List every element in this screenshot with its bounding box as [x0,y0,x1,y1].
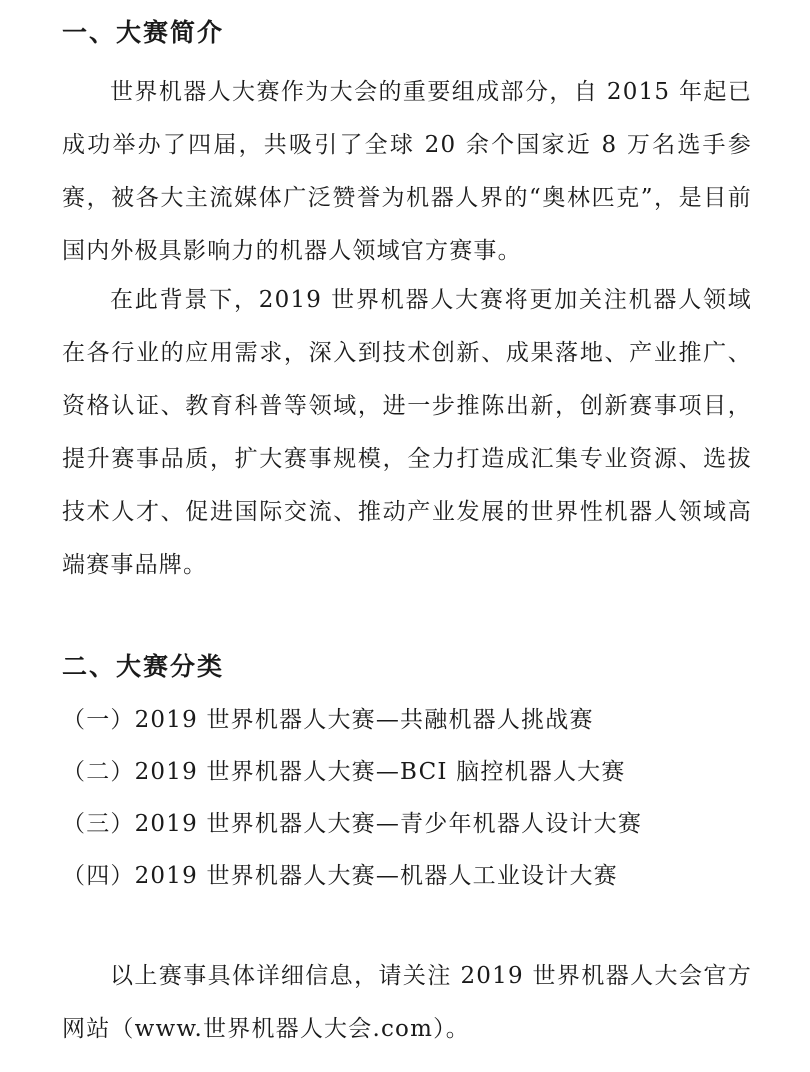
category-item-industrial: （四）2019 世界机器人大赛—机器人工业设计大赛 [62,863,618,889]
category-item-youth: （三）2019 世界机器人大赛—青少年机器人设计大赛 [62,811,643,837]
category-item-fusion: （一）2019 世界机器人大赛—共融机器人挑战赛 [62,707,594,733]
category-list [62,694,762,902]
section-heading-categories: 二、大赛分类 [62,652,225,681]
intro-paragraph-background: 在此背景下，2019 世界机器人大赛将更加关注机器人领域在各行业的应用需求，深入到技术创新、成果落地、产业推广、资格认证、教育科普等领域，进一步推陈出新，创新赛事项目，提升赛事品质，扩大赛事规模，全力打造成汇集专业资源、选拔技术人才、促进国际交流、推动产业发展的世界性机器人领域高端赛事品牌。 [62,287,752,578]
intro-paragraph-history: 世界机器人大赛作为大会的重要组成部分，自 2015 年起已成功举办了四届，共吸引了全球 20 余个国家近 8 万名选手参赛，被各大主流媒体广泛赞誉为机器人界的“奥林匹克”，是目前国内外极具影响力的机器人领域官方赛事。 [62,79,752,264]
section-heading-intro: 一、大赛简介 [62,18,225,47]
closing-paragraph: 以上赛事具体详细信息，请关注 2019 世界机器人大会官方网站（www.世界机器人大会.com）。 [62,963,752,1042]
category-item-bci: （二）2019 世界机器人大赛—BCI 脑控机器人大赛 [62,759,626,785]
